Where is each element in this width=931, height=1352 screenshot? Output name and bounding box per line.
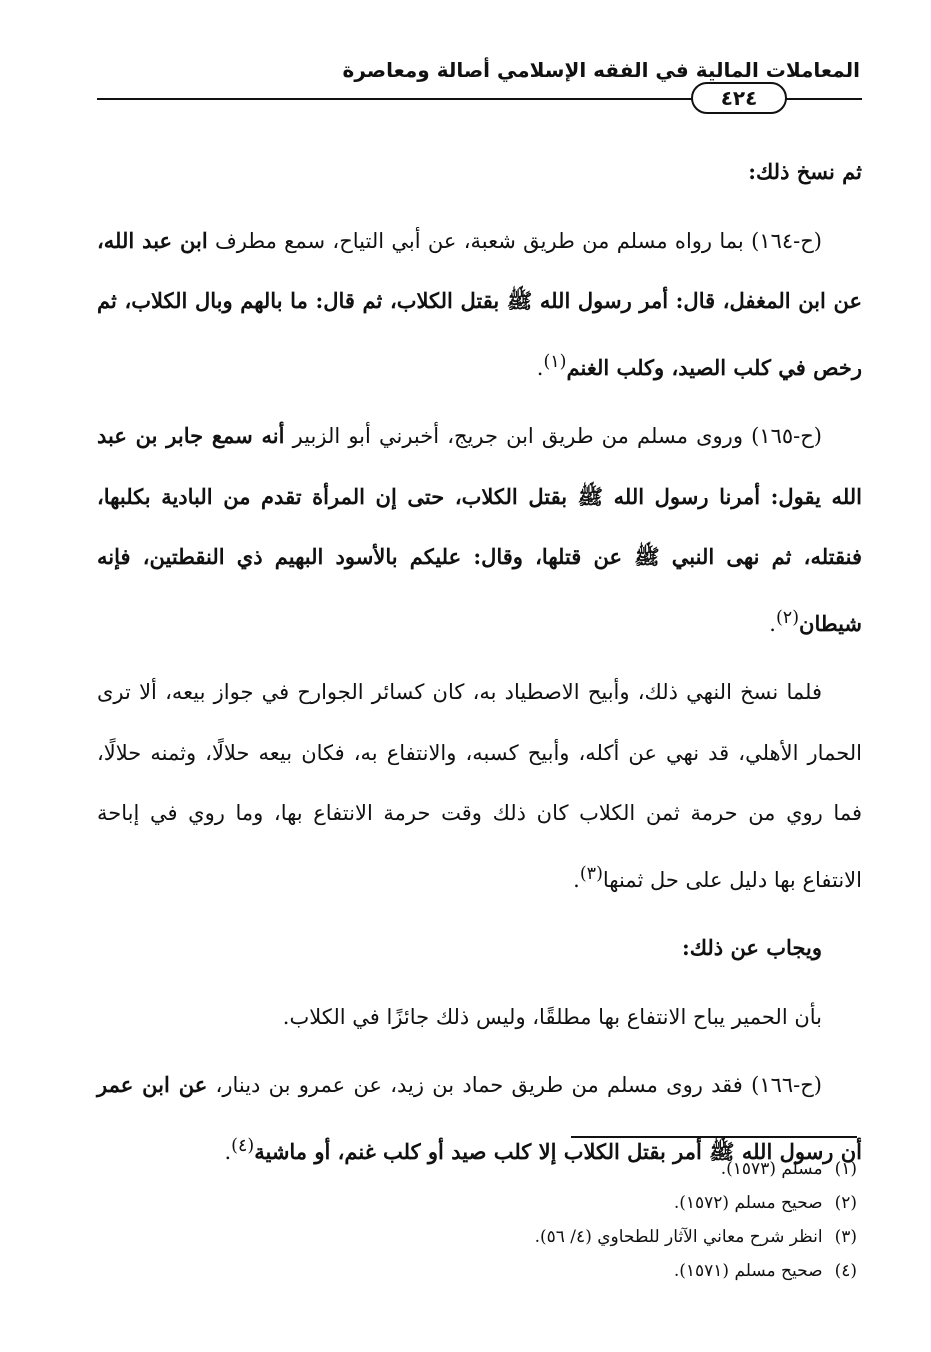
hadith-165-intro: (ح-١٦٥) وروى مسلم من طريق ابن جريج، أخبرني أبو الزبير [284,424,822,448]
footnote-number: (٤) [834,1261,857,1281]
footnote-ref-2: (٢) [775,607,800,628]
paragraph-1: ثم نسخ ذلك: [748,159,862,184]
footnote-text: صحيح مسلم (١٥٧٢). [673,1193,823,1213]
footnote-number: (٣) [834,1227,857,1247]
footnote-separator [571,1136,857,1138]
hadith-164-text: ابن عبد الله، عن ابن المغفل، قال: أمر رسول الله ﷺ بقتل الكلاب، ثم قال: ما بالهم وبال الكلاب، ثم رخص في كلب الصيد، وكلب الغنم [97,227,862,380]
hadith-166-intro: (ح-١٦٦) فقد روى مسلم من طريق حماد بن زيد، عن عمرو بن دينار، [207,1073,823,1097]
paragraph-7-end: . [224,1139,232,1164]
main-text [97,142,862,1190]
hadith-165-text: أنه سمع جابر بن عبد الله يقول: أمرنا رسول الله ﷺ بقتل الكلاب، حتى إن المرأة تقدم من البادية بكلبها، فنقتله، ثم نهى النبي ﷺ عن قتلها، وقال: عليكم بالأسود البهيم ذي النقطتين، فإنه شيطان [97,423,862,636]
footnote-2 [257,1186,857,1220]
footnote-text: انظر شرح معاني الآثار للطحاوي (٤/ ٥٦). [534,1227,823,1247]
footnote-1 [257,1152,857,1186]
footnote-number: (١) [834,1159,857,1179]
paragraph-2-end: . [536,355,544,380]
page-number: ٤٢٤ [691,82,787,114]
footnotes [257,1152,857,1288]
paragraph-3-end: . [769,611,776,636]
paragraph-4 [97,662,862,910]
paragraph-6: بأن الحمير يباح الانتفاع بها مطلقًا، وليس ذلك جائزًا في الكلاب. [282,1004,822,1029]
paragraph-2 [97,211,862,399]
footnote-text: مسلم (١٥٧٣). [720,1159,823,1179]
hadith-164-intro: (ح-١٦٤) بما رواه مسلم من طريق شعبة، عن أبي التياح، سمع مطرف [207,228,822,253]
page-header [97,56,862,116]
footnote-3 [257,1220,857,1254]
footnote-ref-3: (٣) [579,863,603,884]
hadith-166-text: عن ابن عمر أن رسول الله ﷺ أمر بقتل الكلاب إلا كلب صيد أو كلب غنم، أو ماشية [97,1072,862,1164]
footnote-4 [257,1254,857,1288]
paragraph-5: ويجاب عن ذلك: [681,935,822,960]
footnote-ref-1: (١) [543,351,567,372]
footnote-ref-4: (٤) [231,1135,255,1156]
footnote-text: صحيح مسلم (١٥٧١). [673,1261,823,1281]
paragraph-3 [97,406,862,654]
paragraph-4-end: . [573,867,580,892]
footnote-number: (٢) [834,1193,857,1213]
paragraph-4-text: فلما نسخ النهي ذلك، وأبيح الاصطياد به، كان كسائر الجوارح في جواز بيعه، ألا ترى الحمار الأهلي، قد نهي عن أكله، وأبيح كسبه، والانتفاع به، فكان بيعه حلالًا، وثمنه حلالًا، فما روي من حرمة ثمن الكلاب كان ذلك وقت حرمة الانتفاع بها، وما روي في إباحة الانتفاع بها دليل على حل ثمنها [97,680,862,892]
running-title: المعاملات المالية في الفقه الإسلامي أصالة ومعاصرة [342,58,860,82]
